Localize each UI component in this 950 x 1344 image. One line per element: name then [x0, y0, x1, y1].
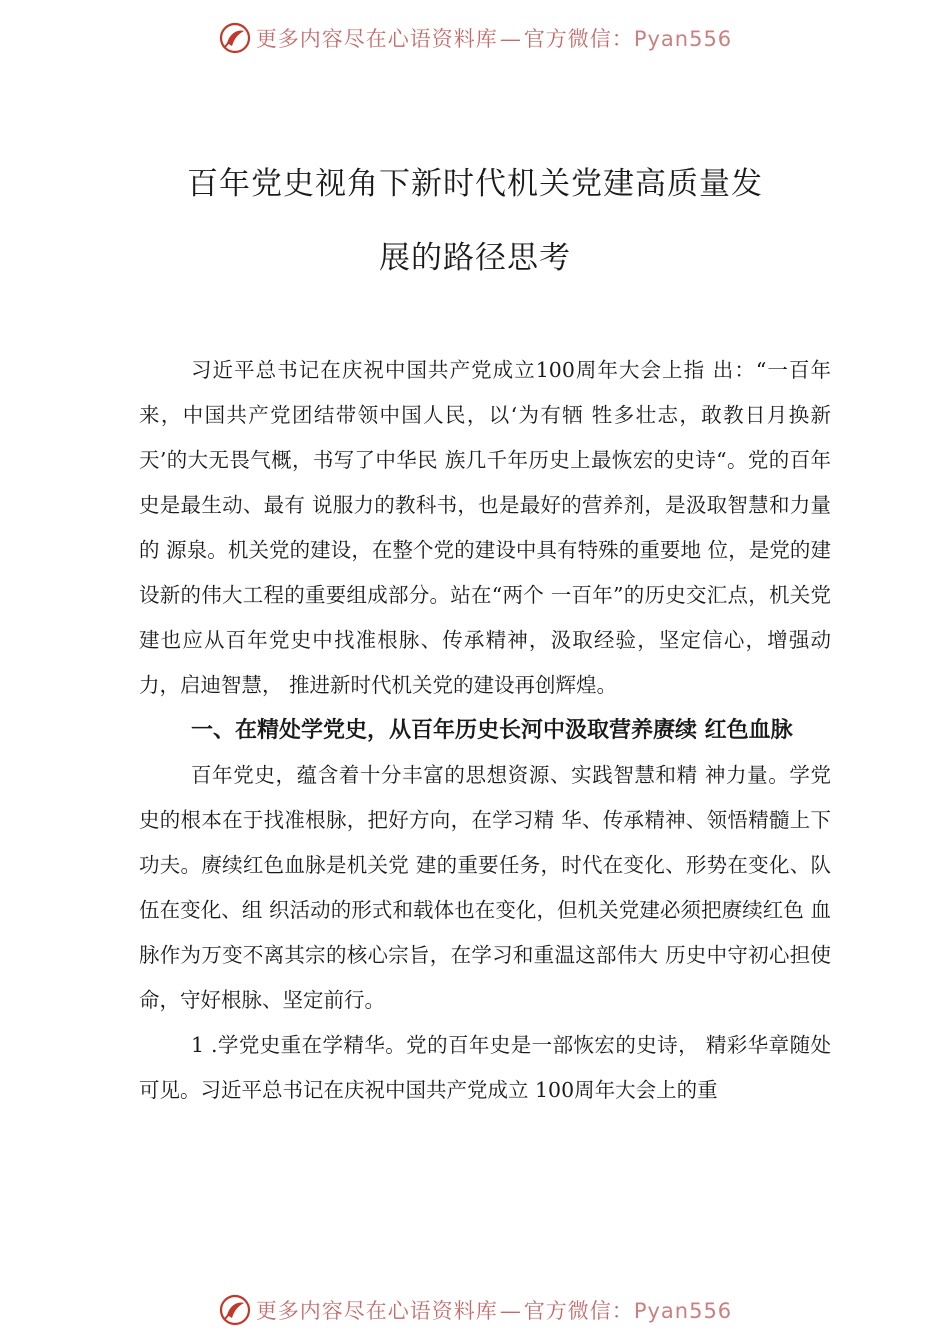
header-banner[interactable] — [0, 18, 950, 58]
section-paragraph: 百年党史，蕴含着十分丰富的思想资源、实践智慧和精 神力量。学党史的根本在于找准根脉，把好方向，在学习精 华、传承精神、领悟精髓上下功夫。赓续红色血脉是机关党 建的重要任务，时代在变化、形势在变化、队伍在变化、组 织活动的形式和载体也在变化，但机关党建必须把赓续红色 血脉作为万变不离其宗的核心宗旨，在学习和重温这部伟大 历史中守初心担使命，守好根脉、坚定前行。 — [139, 763, 831, 1012]
banner-dash: — — [499, 1299, 522, 1323]
footer-banner[interactable] — [0, 1290, 950, 1330]
banner-text — [256, 23, 732, 53]
banner-main-text: 更多内容尽在心语资料库 — [255, 1299, 498, 1323]
banner-wechat-id: Pyan556 — [633, 27, 733, 51]
logo-icon — [218, 1293, 252, 1327]
logo-icon — [218, 21, 252, 55]
document-body — [139, 348, 831, 1113]
banner-dash: — — [499, 27, 522, 51]
banner-official-label: 官方微信： — [523, 1299, 634, 1323]
intro-paragraph: 习近平总书记在庆祝中国共产党成立100周年大会上指 出：“一百年来，中国共产党团结带领中国人民，以‘为有牺 牲多壮志，敢教日月换新天’的大无畏气概，书写了中华民 族几千年历史上最恢宏的史诗“。党的百年史是最生动、最有 说服力的教科书，也是最好的营养剂，是汲取智慧和力量的 源泉。机关党的建设，在整个党的建设中具有特殊的重要地 位，是党的建设新的伟大工程的重要组成部分。站在“两个 一百年”的历史交汇点，机关党建也应从百年党史中找准根脉、传承精神，汲取经验，坚定信心，增强动力，启迪智慧， 推进新时代机关党的建设再创辉煌。 — [139, 358, 831, 697]
document-title-line1: 百年党史视角下新时代机关党建高质量发 — [187, 166, 763, 202]
banner-wechat-id: Pyan556 — [633, 1299, 733, 1323]
banner-official-label: 官方微信： — [523, 27, 634, 51]
section-paragraph-2: 1 .学党史重在学精华。党的百年史是一部恢宏的史诗， 精彩华章随处可见。习近平总书记在庆祝中国共产党成立 100周年大会上的重 — [139, 1033, 831, 1102]
banner-main-text: 更多内容尽在心语资料库 — [255, 27, 498, 51]
document-title-line2: 展的路径思考 — [379, 240, 571, 276]
section-heading: 一、在精处学党史，从百年历史长河中汲取营养赓续 红色血脉 — [191, 718, 793, 743]
banner-text — [256, 1295, 732, 1325]
